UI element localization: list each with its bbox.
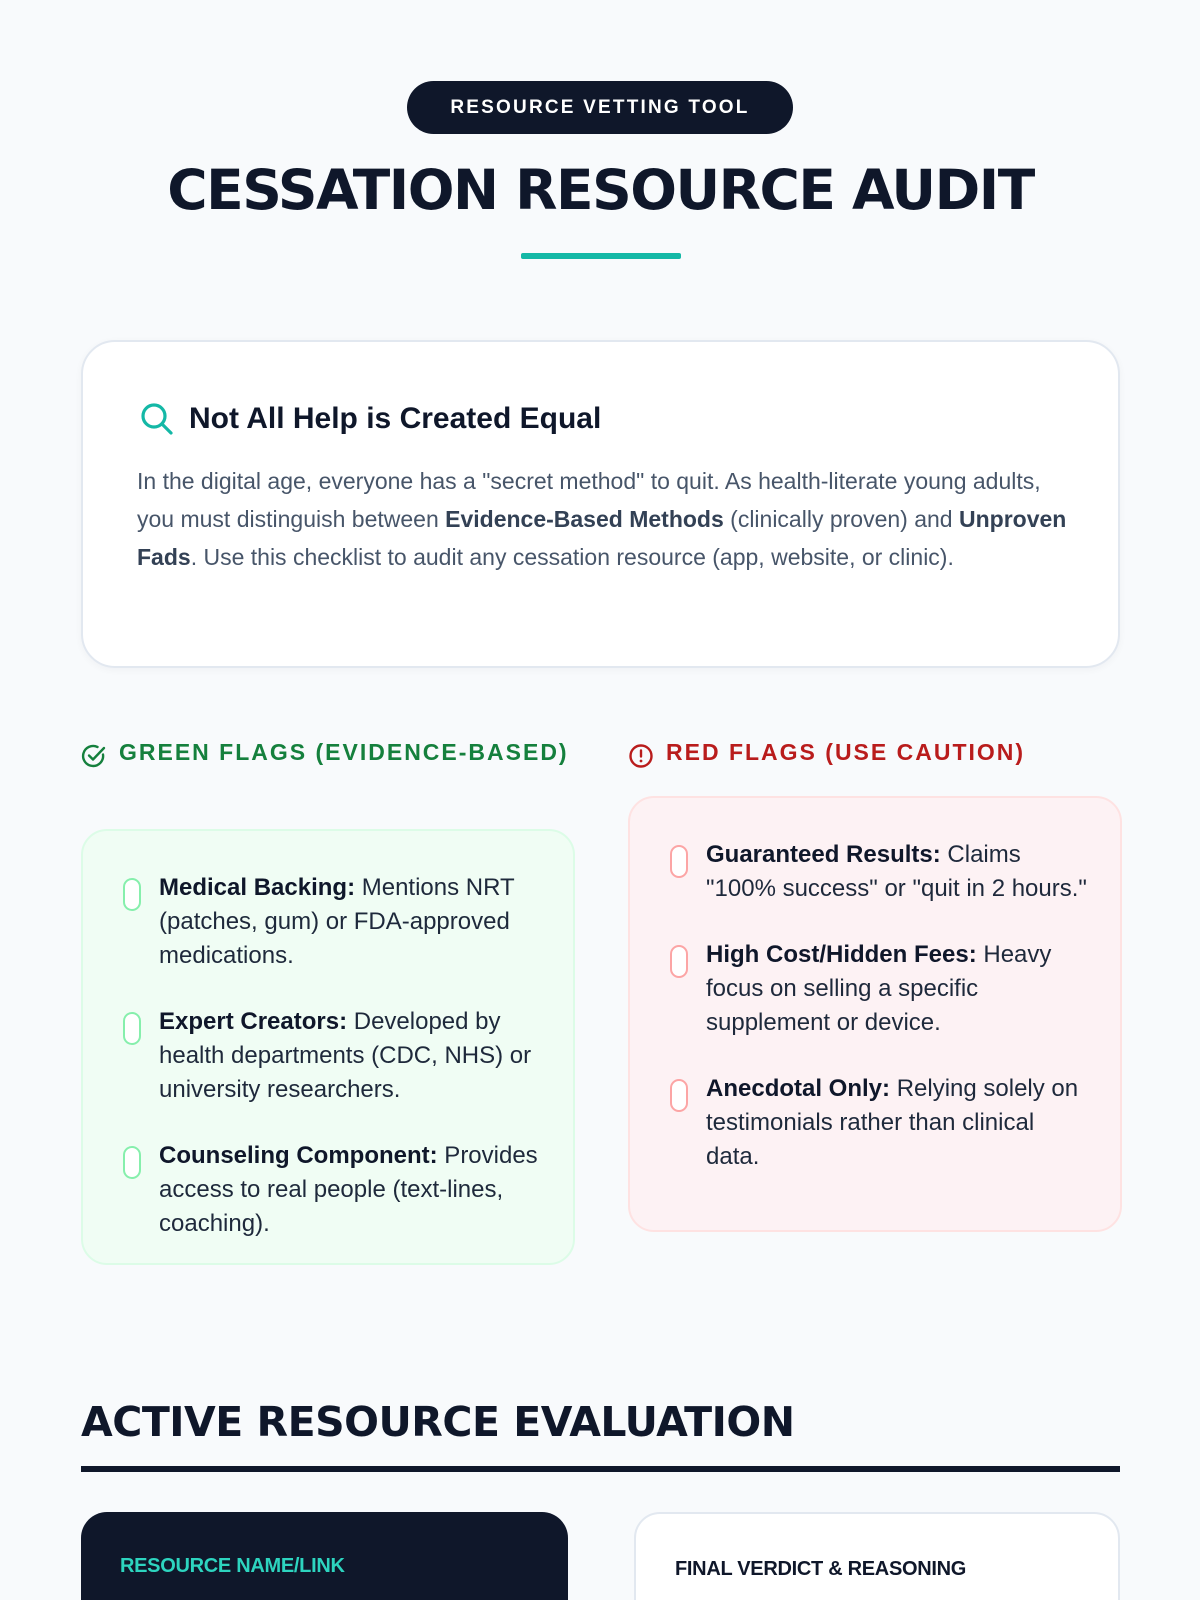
alert-circle-icon — [628, 743, 654, 769]
list-item — [670, 1072, 1090, 1174]
search-icon — [139, 401, 175, 437]
item-label: Medical Backing: — [159, 874, 356, 901]
evidence-based-term: Evidence-Based Methods — [445, 506, 724, 532]
intro-text-part: (clinically proven) and — [723, 506, 959, 532]
intro-title: Not All Help is Created Equal — [189, 402, 602, 435]
item-label: Guaranteed Results: — [706, 841, 941, 868]
list-item — [670, 838, 1090, 906]
page-title: CESSATION RESOURCE AUDIT — [167, 158, 1034, 222]
list-item — [123, 1005, 543, 1107]
red-flags-title: RED FLAGS (USE CAUTION) — [666, 739, 1026, 765]
checkbox[interactable] — [123, 1146, 141, 1179]
red-flags-section — [628, 735, 1122, 1170]
resource-name-card[interactable] — [81, 1512, 568, 1600]
item-text: Relying solely on testimonials rather than clinical data. — [706, 1075, 1079, 1170]
checkbox[interactable] — [670, 945, 688, 978]
item-label: Anecdotal Only: — [706, 1075, 891, 1102]
checkbox[interactable] — [670, 845, 688, 878]
title-underline — [521, 253, 681, 259]
resource-name-label: RESOURCE NAME/LINK — [120, 1555, 345, 1577]
green-flags-list — [81, 829, 575, 1265]
item-label: Expert Creators: — [159, 1008, 348, 1035]
item-text: Claims "100% success" or "quit in 2 hours." — [706, 841, 1087, 902]
list-item — [670, 938, 1090, 1040]
intro-text — [137, 462, 1072, 576]
intro-header — [139, 401, 601, 437]
red-flags-list — [628, 796, 1122, 1232]
item-text: Heavy focus on selling a specific supplement or device. — [706, 941, 1052, 1036]
red-flags-header — [628, 735, 1122, 769]
final-verdict-card[interactable] — [634, 1512, 1120, 1600]
section-divider — [81, 1466, 1120, 1472]
item-label: High Cost/Hidden Fees: — [706, 941, 977, 968]
unproven-fads-term: Unproven Fads — [137, 506, 1067, 570]
item-label: Counseling Component: — [159, 1142, 438, 1169]
final-verdict-label: FINAL VERDICT & REASONING — [675, 1558, 967, 1580]
checkbox[interactable] — [123, 1012, 141, 1045]
green-flags-header — [81, 735, 575, 769]
tool-badge: RESOURCE VETTING TOOL — [407, 81, 793, 134]
checkbox[interactable] — [123, 878, 141, 911]
intro-card — [81, 340, 1120, 668]
list-item — [123, 871, 543, 973]
item-text: Developed by health departments (CDC, NHS) or university researchers. — [159, 1008, 532, 1103]
list-item — [123, 1139, 543, 1241]
intro-text-part: . Use this checklist to audit any cessation resource (app, website, or clinic). — [190, 544, 954, 570]
intro-text-part: In the digital age, everyone has a "secret method" to quit. As health-literate young adults, you must distinguish between — [137, 468, 1041, 532]
item-text: Mentions NRT (patches, gum) or FDA-approved medications. — [159, 874, 515, 969]
checkbox[interactable] — [670, 1079, 688, 1112]
check-circle-icon — [81, 743, 107, 769]
evaluation-title: ACTIVE RESOURCE EVALUATION — [81, 1398, 795, 1446]
green-flags-section — [81, 735, 575, 1237]
page — [81, 0, 1120, 1600]
green-flags-title: GREEN FLAGS (EVIDENCE-BASED) — [119, 739, 569, 765]
item-text: Provides access to real people (text-lines, coaching). — [159, 1142, 538, 1237]
